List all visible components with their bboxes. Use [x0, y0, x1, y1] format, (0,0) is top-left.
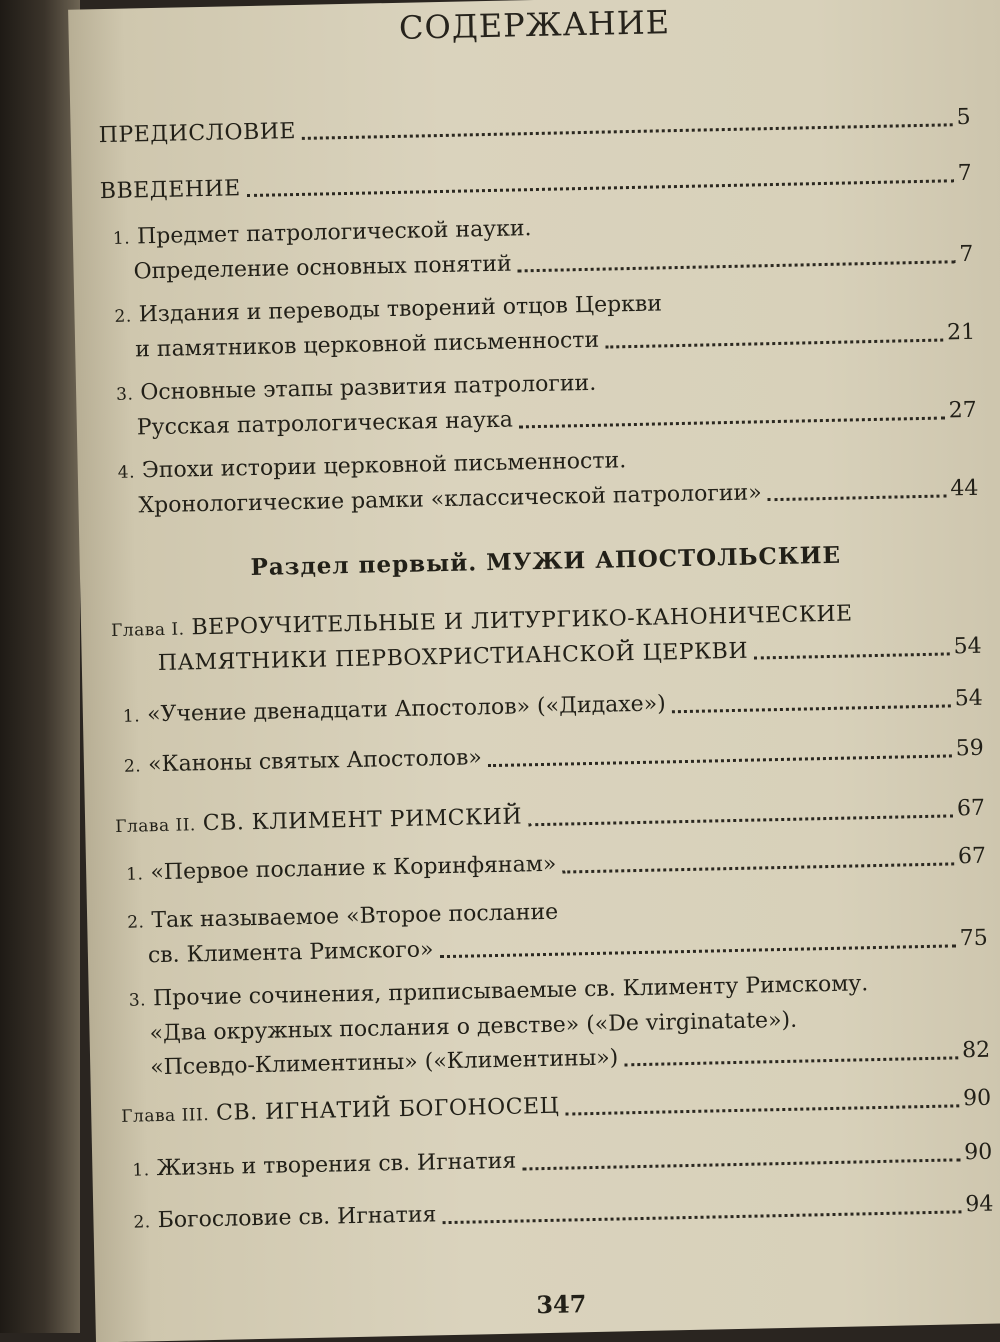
toc-page: 44 — [950, 475, 979, 502]
dot-leader — [605, 339, 943, 349]
page-title: СОДЕРЖАНИЕ — [398, 3, 671, 47]
toc-label: ПРЕДИСЛОВИЕ — [98, 119, 297, 149]
dot-leader — [672, 704, 951, 713]
item-number: 2. — [127, 912, 145, 933]
toc-entry-3-2 — [133, 1187, 994, 1240]
toc-label: «Учение двенадцати Апостолов» («Дидахе») — [146, 691, 666, 728]
item-number: 3. — [115, 384, 134, 405]
toc-page: 90 — [963, 1139, 993, 1166]
book-page — [68, 0, 1000, 1342]
chapter-prefix: Глава II. — [115, 815, 197, 837]
toc-page: 75 — [959, 925, 989, 952]
toc-page: 54 — [953, 633, 982, 660]
item-number: 2. — [114, 306, 132, 327]
dot-leader — [562, 862, 954, 873]
toc-page: 7 — [959, 241, 974, 268]
toc-label-line2: Русская патрологическая наука — [136, 407, 514, 441]
toc-entry-3-1 — [132, 1135, 993, 1188]
dot-leader — [440, 944, 956, 958]
toc-label: ВВЕДЕНИЕ — [99, 176, 241, 205]
toc-entry-preface — [98, 101, 971, 153]
toc-label: «Первое послание к Коринфянам» — [150, 851, 557, 886]
toc-page: 90 — [962, 1085, 992, 1112]
toc-entry-2-3 — [128, 965, 990, 1086]
toc-entry-intro-2 — [114, 281, 975, 368]
dot-leader — [565, 1104, 959, 1115]
toc-page: 27 — [948, 397, 977, 424]
dot-leader — [247, 179, 954, 197]
toc-chapter-3 — [121, 1081, 992, 1134]
toc-page: 59 — [955, 735, 985, 762]
toc-entry-intro-3 — [116, 359, 977, 446]
toc-label: Богословие св. Игнатия — [157, 1202, 437, 1234]
dot-leader — [768, 494, 947, 501]
toc-chapter-2 — [115, 791, 986, 844]
toc-entry-2-1 — [126, 839, 987, 892]
toc-label-line2: и памятников церковной письменности — [134, 327, 600, 363]
toc-label-line2: Хронологические рамки «классической патрологии» — [138, 480, 762, 519]
page-number: 347 — [535, 1289, 587, 1320]
toc-label: СВ. ИГНАТИЙ БОГОНОСЕЦ — [215, 1093, 560, 1126]
dot-leader — [528, 814, 953, 826]
toc-page: 94 — [965, 1191, 994, 1218]
toc-label-line1: Так называемое «Второе послание — [151, 899, 559, 934]
toc-label: СВ. КЛИМЕНТ РИМСКИЙ — [202, 804, 523, 837]
toc-page: 5 — [956, 104, 971, 131]
toc-page: 67 — [956, 795, 986, 822]
item-number: 3. — [128, 990, 147, 1011]
toc-page: 54 — [954, 685, 983, 712]
item-number: 1. — [122, 706, 141, 727]
toc-label-line1: Основные этапы развития патрологии. — [140, 370, 597, 406]
toc-label-line1: Предмет патрологической науки. — [136, 216, 532, 250]
section-prefix: Раздел первый. — [250, 549, 478, 582]
toc-entry-intro — [100, 157, 973, 209]
item-number: 1. — [112, 228, 131, 249]
toc-entry-intro-1 — [113, 203, 974, 290]
dot-leader — [488, 754, 952, 767]
dot-leader — [302, 123, 953, 140]
dot-leader — [522, 1158, 960, 1170]
toc-label: «Каноны святых Апостолов» — [147, 745, 483, 778]
toc-label-line2: ПАМЯТНИКИ ПЕРВОХРИСТИАНСКОЙ ЦЕРКВИ — [157, 638, 749, 677]
toc-label-line3: «Псевдо-Климентины» («Климентины») — [150, 1045, 619, 1081]
section-title: МУЖИ АПОСТОЛЬСКИЕ — [485, 541, 842, 577]
toc-label-line1: ВЕРОУЧИТЕЛЬНЫЕ И ЛИТУРГИКО-КАНОНИЧЕСКИЕ — [191, 601, 853, 641]
toc-label-line1: Издания и переводы творений отцов Церкви — [138, 291, 663, 328]
item-number: 1. — [126, 864, 144, 885]
dot-leader — [519, 416, 945, 428]
chapter-prefix: Глава I. — [110, 619, 185, 641]
toc-chapter-1 — [111, 595, 982, 682]
dot-leader — [624, 1056, 958, 1066]
toc-label-line1: Прочие сочинения, приписываемые св. Клименту Римскому. — [152, 971, 869, 1012]
item-number: 4. — [117, 462, 136, 483]
toc-page: 82 — [961, 1037, 991, 1064]
section-heading — [80, 538, 1000, 585]
toc-label-line1: Эпохи истории церковной письменности. — [141, 448, 627, 484]
toc-label-line2: Определение основных понятий — [133, 251, 512, 285]
toc-entry-1-2 — [124, 731, 985, 784]
toc-entry-2-2 — [127, 887, 988, 974]
dot-leader — [518, 260, 956, 272]
dot-leader — [442, 1210, 961, 1224]
book-spine-shadow — [0, 0, 80, 1333]
item-number: 1. — [132, 1160, 150, 1181]
item-number: 2. — [133, 1212, 151, 1233]
toc-page: 7 — [957, 160, 972, 187]
toc-label-line2: св. Климента Римского» — [147, 937, 434, 969]
toc-page: 21 — [946, 319, 976, 346]
toc-entry-intro-4 — [117, 437, 978, 524]
toc-label: Жизнь и творения св. Игнатия — [156, 1148, 517, 1182]
item-number: 2. — [123, 756, 142, 777]
toc-label-line2: «Два окружных послания о девстве» («De virginatate»). — [149, 1007, 798, 1047]
chapter-prefix: Глава III. — [121, 1105, 210, 1127]
toc-entry-1-1 — [123, 681, 984, 734]
dot-leader — [754, 652, 950, 659]
toc-page: 67 — [957, 843, 987, 870]
